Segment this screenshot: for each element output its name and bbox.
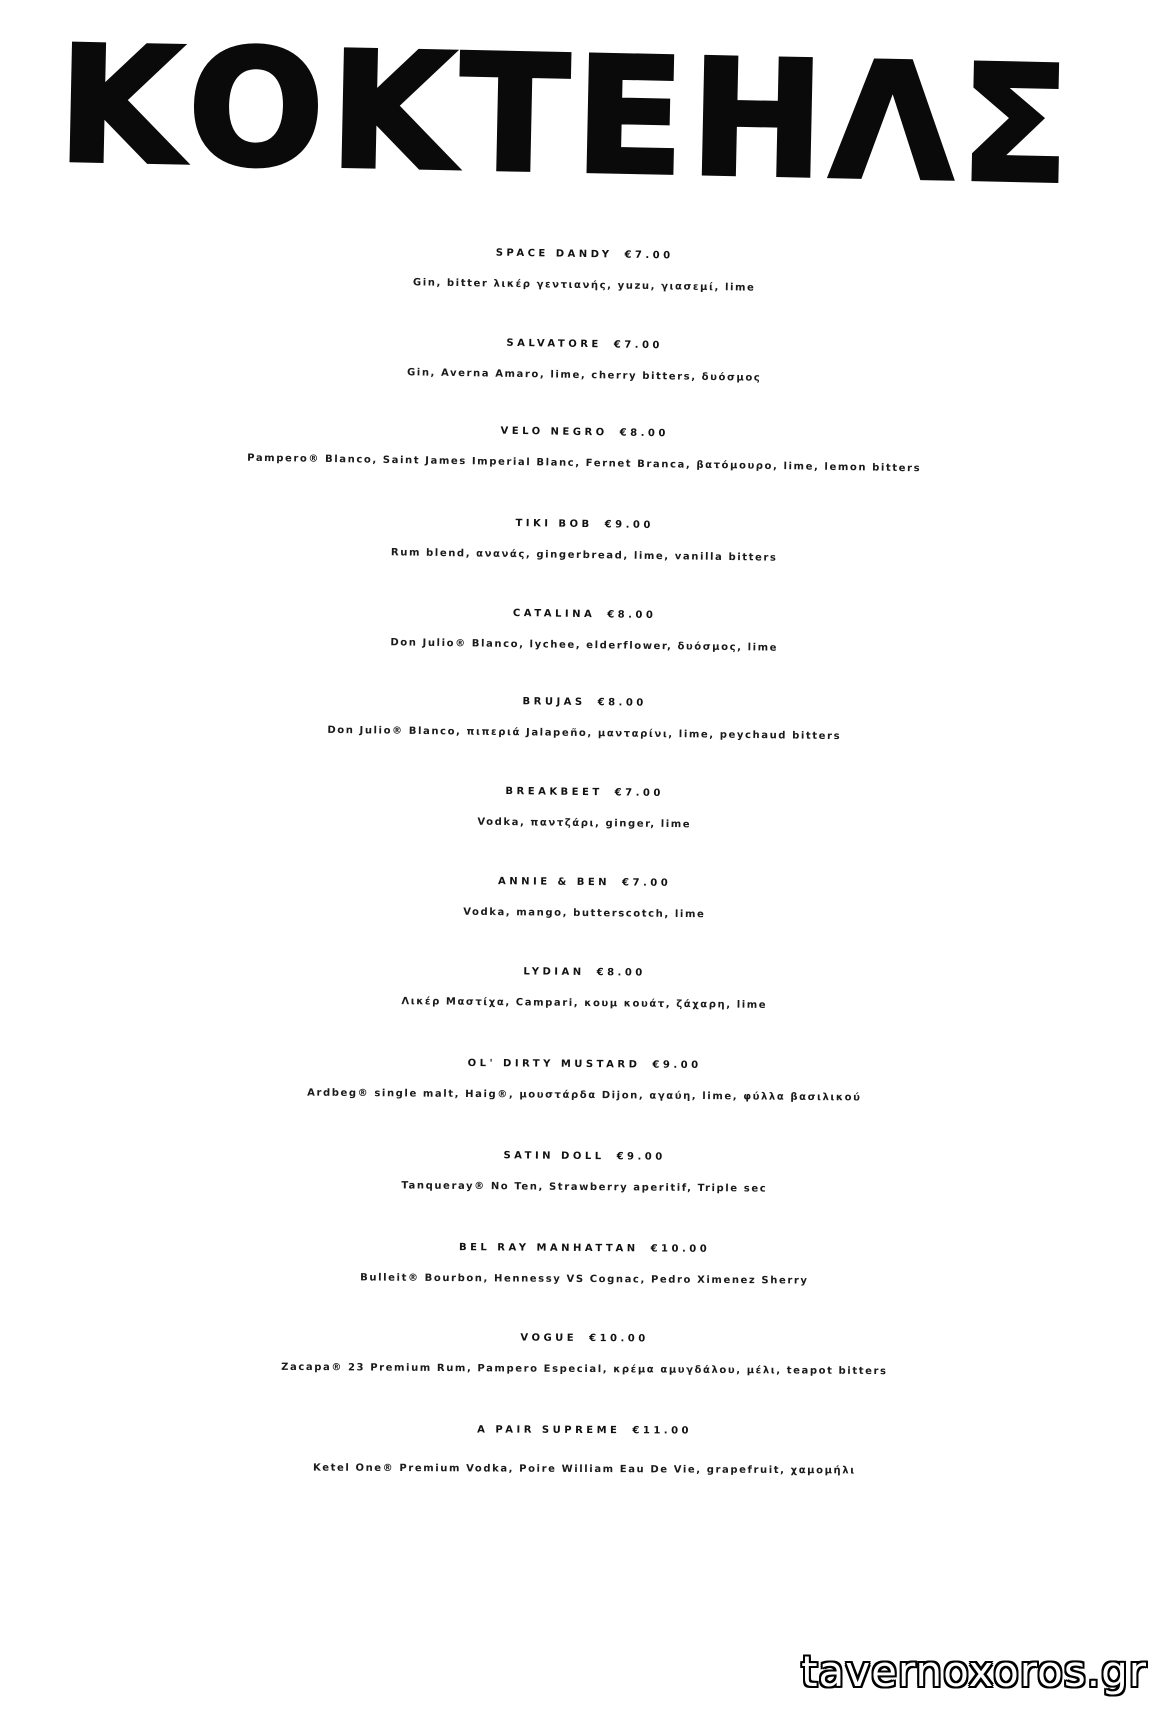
menu-item [0,227,1169,307]
item-price: €11.00 [632,1425,693,1437]
menu-item [0,588,1169,666]
menu-item [0,677,1169,753]
item-price: €7.00 [613,339,664,352]
item-price: €8.00 [607,609,657,622]
item-price: €9.00 [616,1151,666,1163]
item-name: ANNIE & BEN [497,876,611,889]
item-name: VOGUE [520,1332,578,1344]
menu-item [0,767,1169,843]
menu-item [0,1409,1169,1485]
item-price: €7.00 [622,877,672,889]
item-name: LYDIAN [523,966,585,979]
item-price: €9.00 [604,519,654,531]
menu-item [0,317,1169,397]
item-name: BRUJAS [522,696,586,709]
item-name: BREAKBEET [505,786,603,799]
item-ingredients: Ketel One® Premium Vodka, Poire William Eau De Vie, grapefruit, χαμομήλι [313,1462,856,1477]
item-heading [0,1409,1169,1453]
menu-item [0,948,1169,1022]
item-name: SALVATORE [506,337,602,351]
menu-title: ΚΟΚΤΕΗΛΣ [56,11,1078,220]
item-ingredients: Gin, Averna Amaro, lime, cherry bitters, δυόσμος [406,367,762,384]
item-name: SATIN DOLL [503,1150,605,1163]
item-ingredients: Vodka, mango, butterscotch, lime [463,906,706,921]
item-name: OL' DIRTY MUSTARD [467,1057,641,1071]
menu-item [0,1226,1169,1296]
menu-item [0,498,1169,576]
item-ingredients: Vodka, παντζάρι, ginger, lime [477,816,692,831]
item-price: €7.00 [614,787,664,799]
item-ingredients: Ardbeg® single malt, Haig®, μουστάρδα Dijon, αγαύη, lime, φύλλα βασιλικού [307,1087,862,1104]
item-price: €7.00 [624,249,674,262]
item-name: TIKI BOB [515,518,593,531]
item-name: VELO NEGRO [500,425,608,439]
item-name: SPACE DANDY [495,247,613,261]
item-name: CATALINA [512,608,596,621]
menu-item [0,1133,1169,1205]
item-price: €8.00 [619,427,669,440]
item-price: €10.00 [589,1333,649,1345]
watermark: tavernoxoros.gr [801,1647,1147,1696]
item-price: €8.00 [596,967,646,979]
item-name: BEL RAY MANHATTAN [458,1242,639,1255]
item-price: €9.00 [652,1059,702,1072]
item-name: A PAIR SUPREME [477,1424,621,1437]
item-price: €8.00 [597,697,647,709]
item-ingredients: Λικέρ Μαστίχα, Campari, κουμ κουάτ, ζάχαρη, lime [401,996,768,1011]
item-price: €10.00 [650,1243,711,1255]
item-ingredients: Rum blend, ανανάς, gingerbread, lime, vanilla bitters [390,547,778,564]
item-ingredients: Zacapa® 23 Premium Rum, Pampero Especial, κρέμα αμυγδάλου, μέλι, teapot bitters [281,1361,888,1378]
menu-item [0,405,1169,485]
item-ingredients: Don Julio® Blanco, lychee, elderflower, δυόσμος, lime [390,637,779,654]
menu-item [0,1316,1169,1386]
menu-item [0,1041,1169,1113]
item-ingredients: Tanqueray® No Ten, Strawberry aperitif, Triple sec [401,1180,768,1195]
item-ingredients: Gin, bitter λικέρ γεντιανής, yuzu, γιασεμί, lime [412,277,756,294]
item-ingredients: Don Julio® Blanco, πιπεριά Jalapeño, μανταρίνι, lime, peychaud bitters [327,724,842,743]
item-ingredients: Bulleit® Bourbon, Hennessy VS Cognac, Pedro Ximenez Sherry [360,1272,809,1287]
item-ingredients: Pampero® Blanco, Saint James Imperial Blanc, Fernet Branca, βατόμουρο, lime, lemon bitters [247,452,922,475]
menu-item [0,858,1169,932]
